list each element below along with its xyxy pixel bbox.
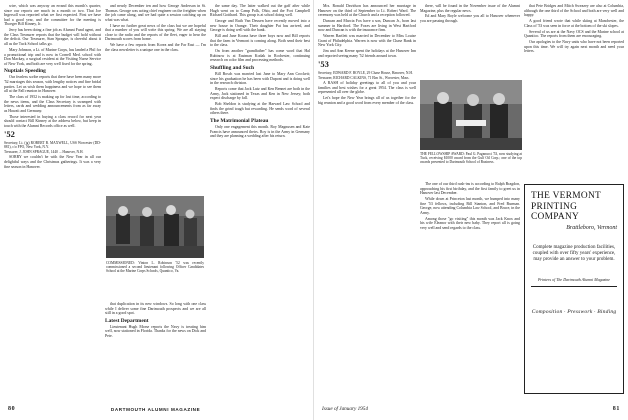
paragraph: SORRY we couldn't be with the New Year in all our delightful ways and the Christmas gatherings. It was a very fine season in Hanover. xyxy=(4,155,101,169)
paragraph: and nearly December ten and how George Anderson in St. Thomas. George was acting chief engineer on the freighter when the job came along, and we had quite a session catching up on what was what. xyxy=(105,4,206,22)
paragraph: The one of our third rush-ins is according to Ralph Bragdon, approaching his first birthday, and the first family to greet us in Hanover last December. xyxy=(420,182,520,196)
photo-image xyxy=(420,80,522,150)
page-number: 81 xyxy=(612,406,620,412)
left-column-3 xyxy=(210,4,310,398)
left-column-2-bottom xyxy=(105,302,206,398)
paragraph: Ed and Mary Boyle welcome you all to Hanover whenever you are passing through. xyxy=(420,14,520,24)
paragraph: Warren Bartlett was married in December to Miss Louise Grant of Philadelphia. Warren is now with the Chase Bank in New York City. xyxy=(318,34,416,48)
right-footer xyxy=(314,402,628,416)
ad-title: THE VERMONT PRINTING COMPANY xyxy=(531,191,601,222)
ad-city: Brattleboro, Vermont xyxy=(566,224,617,231)
vermont-printing-advertisement xyxy=(524,184,624,394)
paragraph: wire, which was anyway an errand this month's quarter, since our reports are much in a month or two. That Joe Ingersoll was reported what we first expected. First we have had a good year, and the committee for the meeting is Thoeger Bill Kinney, Jr. xyxy=(4,4,101,27)
photo-image xyxy=(106,196,204,258)
paragraph: Mrs. Ronald Davidson has announced her marriage in Hanover on the third of September to Lt. Robert Ward. The ceremony was held at the Church and a reception followed. xyxy=(318,4,416,18)
paragraph: On from another "grandfather" has come word that Hal Rubinow is at Eastman Kodak in Rochester, continuing research on color film and processing methods. xyxy=(210,49,310,63)
paragraph: Bob Sheldon is studying at the Harvard Law School and finds the grind tough but rewarding. He sends word of several others there. xyxy=(210,102,310,116)
class-officer-line: Treasurer, J. JOHN SPRAGUE, 1440 ... Hanover, N.H. xyxy=(4,150,84,155)
section-heading: Shuffling and Such xyxy=(210,65,255,72)
paragraph: the same day. The latter walked out the gaff after while Hugh went on to Camp Polk, Ohio, and the Fort Campbell Richard Gotthard. This group is at school doing well. xyxy=(210,4,310,18)
paragraph: Only one engagement this month. Roy Magnusen and Kate Francis have announced theirs. Roy is in the Army in Germany and they are planning a wedding after his return. xyxy=(210,124,310,139)
paragraph: A good friend wrote that while skiing at Manchester, the Class of '53 was seen in force at the bottom of the ski slopes. xyxy=(524,19,624,28)
paragraph: Duncan and Marcia Fox have a son, Duncan Jr., born last summer in Hartford. The Foxes are living in West Hartford now and Duncan is with the insurance firm. xyxy=(318,19,416,33)
paragraph: Let's hope the New Year brings all of us together for the big reunion and a good word from every member of the class. xyxy=(318,96,416,105)
right-column-3 xyxy=(524,4,624,184)
commissioned-photo xyxy=(106,196,204,258)
ad-divider xyxy=(531,286,617,287)
class-officer-line: Secretary, Lt. (jg) ROBERT B. MAXWELL, USS Worcester (DD-881), c/o FPO, New York, N.Y. xyxy=(4,140,101,149)
paragraph: Among those "go visiting" this month was Jack Knox and his wife Eleanor with their new baby. They report all is going very well and send regards to the class. xyxy=(420,216,520,230)
photo-caption: COMMISSIONED: Vinton L. Robinson '52 was recently commissioned a second lieutenant following Officer Candidates School at the Marine Corps Schools, Quantico, Va. xyxy=(106,261,204,274)
page-gutter xyxy=(313,0,314,420)
section-heading: Latest Department xyxy=(105,317,149,324)
class-officer-line: Secretary, EDWARD F. BOYLE, 29 Chase House, Hanover, N.H. xyxy=(318,70,413,75)
paragraph: Bill Bosch was married last June to Mary Ann Crockett; since his graduation he has been with Dupont and is doing well in the research division. xyxy=(210,72,310,86)
section-heading: The Matrimonial Plateau xyxy=(210,117,269,124)
paragraph: Jerry has been doing a fine job as Alumni Fund agent, and the Class Treasurer reports that the budget will hold without the deficit. Our Treasurer, Stan Sprague, is cheerful about it all as the Tuck School talks go. xyxy=(4,28,101,47)
left-footer xyxy=(0,402,314,416)
paragraph: that duplication in its new windows. So long with one class while I deliver some fine Dartmouth prospects and we are all still in a good spot. xyxy=(105,302,206,316)
class-officer-line: Treasurer, RICHARD CALKINS, 71 Elm St., Worcester, Mass. xyxy=(318,75,410,80)
paragraph: Mary Johnson, a Lt. of Marine Corps, has landed a Phil for a promotional trip and is now in Cornell Med. school with Don Mackay, a surgical resident at the Visiting Nurse Service of New York, and both are very well fixed for the spring. xyxy=(4,47,101,66)
paragraph: Bill and Jane Koonz have three boys now and Bill reports that the farm in Vermont is coming along. Both send their best to the class. xyxy=(210,34,310,48)
paragraph: George and Ruth Van Deusen have recently moved into a new house in Orange. Their daughter Pat has arrived, and George is doing well with the bank. xyxy=(210,19,310,33)
paragraph: I have no further great news of the class but we are hopeful that a number of you will write this spring. We are all staying close to the radio and the reports of the fleet, eager to hear the Dartmouth scores from home. xyxy=(105,23,206,42)
paragraph: Our apologies to the Navy units who have not been reported upon this time. We will try again next month and need your letters. xyxy=(524,40,624,54)
section-heading: Nuptials Speeding xyxy=(4,68,46,75)
left-column-2-top xyxy=(105,4,206,194)
class-numeral: '52 xyxy=(4,129,15,140)
left-column-1 xyxy=(4,4,101,398)
paragraph: Jim and Ann Keene spent the holidays at the Hanover Inn and reported seeing many '52 friends around town. xyxy=(318,49,416,58)
magazine-name: DARTMOUTH ALUMNI MAGAZINE xyxy=(110,406,201,412)
class-numeral: '53 xyxy=(318,59,329,70)
paragraph: that Pete Bridges and Mitch Sweazey are also at Columbia, although the one third of the School and both are very well and happy. xyxy=(524,4,624,18)
paragraph: there, will be found in the November issue of the Alumni Magazine, plus the regular news. xyxy=(420,4,520,13)
page-number: 80 xyxy=(8,406,16,412)
paragraph: Lieutenant Hugh Morse reports the Navy is treating him well, now stationed in Florida. Thanks for the news on Dick and Pete. xyxy=(105,324,206,338)
paragraph: We have a few reports from Korea and the Far East — I'm the class newsletter is a unique one in the class. xyxy=(105,43,206,52)
paragraph: Our fearless scribe reports that there have been many more '52 marriages this season, with lengthy notices and fine bridal parties. Let us wish them happiness and we hope to see them all at the Fall reunion in Hanover. xyxy=(4,75,101,94)
paragraph: A RASH of holiday greetings to all of you and your families and best wishes for a great 1954. The class is well represented all over the globe. xyxy=(318,81,416,95)
photo-caption: THE FELLOWSHIP AWARD: Paul G. Paganucci '53, now studying at Tuck, receiving $1000 award from the Gulf Oil Corp.; one of the top awards presented to Dartmouth School of Business. xyxy=(420,152,522,165)
paragraph: While down at Princeton last month, we bumped into many fine '53 fellows, including Bill Stanton, and Fred Burman. George, now attending Columbia Law School, and Bruce, in the Army. xyxy=(420,197,520,215)
paragraph: Those interested in buying a class record for next year should contact Bill Kinney at the address below, but keep in touch with the Alumni Records office as well. xyxy=(4,114,101,128)
right-column-1 xyxy=(318,4,416,398)
ad-printers-line: Printers of The Dartmouth Alumni Magazine xyxy=(537,276,611,282)
paragraph: Several of us are at the Navy OCS and the Marine school at Quantico. The reports from them are encouraging. xyxy=(524,29,624,39)
fellowship-photo xyxy=(420,80,522,150)
paragraph: The class of 1952 is making up for lost time, according to the news items, and the Class Secretary is swamped with letters, cards and wedding announcements from as far away as Hawaii and Germany. xyxy=(4,94,101,113)
paragraph: Reports come that Jack Lutz and Ken Bennet are both in the Army, Jack stationed in Texas and Ken in New Jersey; both expect discharge by fall. xyxy=(210,87,310,101)
right-column-2-bottom xyxy=(420,182,520,394)
right-column-2-top xyxy=(420,4,520,78)
ad-services: Composition · Presswork · Binding xyxy=(531,308,617,315)
issue-date: Issue of January 1954 xyxy=(322,406,368,412)
ad-body: Complete magazine production facilities, coupled with over fifty years' experience, may provide an answer to your problem. xyxy=(532,244,616,262)
